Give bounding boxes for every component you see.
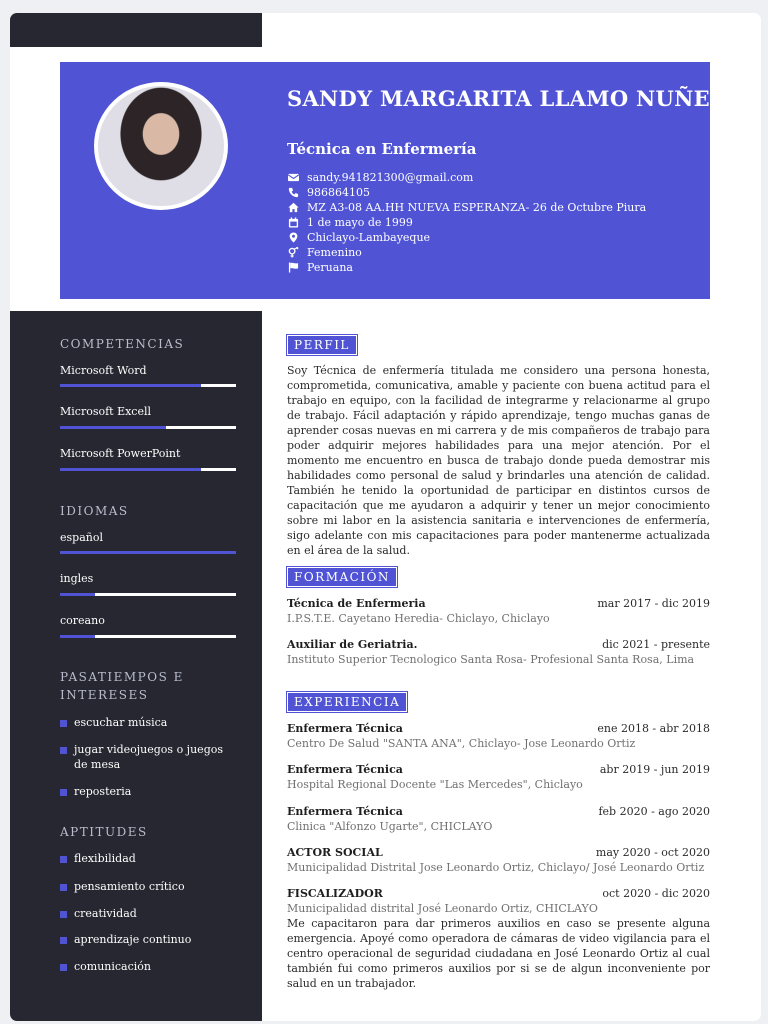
contact-birthdate — [287, 215, 646, 230]
entry-title: Técnica de Enfermeria — [287, 597, 426, 610]
entry-place: Hospital Regional Docente "Las Mercedes", Chiclayo — [287, 778, 583, 791]
entry-title: ACTOR SOCIAL — [287, 846, 383, 859]
contact-birthdate-text: 1 de mayo de 1999 — [307, 216, 413, 229]
contact-email-text: sandy.941821300@gmail.com — [307, 171, 474, 184]
contact-location — [287, 230, 646, 245]
calendar-icon — [287, 217, 299, 229]
flag-icon — [287, 262, 299, 274]
entry-place: I.P.S.T.E. Cayetano Heredia- Chiclayo, Chiclayo — [287, 612, 550, 625]
entry-place: Municipalidad distrital José Leonardo Ortiz, CHICLAYO — [287, 902, 598, 915]
entry-title: Enfermera Técnica — [287, 805, 403, 818]
skill-excel-label: Microsoft Excell — [60, 405, 152, 418]
skill-word-label: Microsoft Word — [60, 364, 147, 377]
map-marker-icon — [287, 232, 299, 244]
profile-text: Soy Técnica de enfermería titulada me considero una persona honesta, comprometida, comunicativa, amable y paciente con buena actitud para el trabajo en equipo, con la facilidad de integrarme y relacionarme al grupo de trabajo. Fácil adaptación y rápido aprendizaje, tengo muchas ganas de aprender cosas nuevas en mi carrera y de mis compañeros de trabajo para poder adquirir mejores habilidades para una mejor atención. Por el momento me encuentro en busca de trabajo donde pueda demostrar mis habilidades como personal de salud y brindarles una atención de calidad. También he tenido la oportunidad de participar en distintos cursos de capacitación que me ayudaron a adquirir y tener un mejor conocimiento sobre mi labor en la asistencia sanitaria e intervenciones de enfermería, sigo adelante con mis capacitaciones para poder mantenerme actualizada en el área de la salud. — [287, 364, 710, 557]
contact-address-text: MZ A3-08 AA.HH NUEVA ESPERANZA- 26 de Octubre Piura — [307, 201, 647, 214]
language-english-bar-fill — [60, 593, 95, 596]
language-spanish-label: español — [60, 531, 103, 544]
experience-entry — [287, 721, 710, 751]
aptitude-item: pensamiento crítico — [60, 879, 238, 894]
aptitude-item: creatividad — [60, 906, 238, 921]
language-spanish-bar — [60, 551, 236, 554]
gender-icon — [287, 247, 299, 259]
language-korean-bar-fill — [60, 635, 95, 638]
skill-word-bar-fill — [60, 384, 201, 387]
contact-nationality-text: Peruana — [307, 261, 353, 274]
envelope-icon — [287, 172, 299, 184]
experiencia-heading: EXPERIENCIA — [287, 692, 407, 712]
hobby-item: escuchar música — [60, 715, 238, 730]
experience-entry — [287, 762, 710, 792]
entry-place: Centro De Salud "SANTA ANA", Chiclayo- Jose Leonardo Ortiz — [287, 737, 636, 750]
skill-excel-bar — [60, 426, 236, 429]
entry-title: FISCALIZADOR — [287, 887, 383, 900]
language-english-label: ingles — [60, 572, 94, 585]
language-korean-bar — [60, 635, 236, 638]
contact-email — [287, 170, 646, 185]
entry-date: oct 2020 - dic 2020 — [602, 887, 710, 900]
sidebar-top-strip — [10, 13, 262, 47]
experience-entry — [287, 886, 710, 991]
contact-address — [287, 200, 646, 215]
phone-icon — [287, 187, 299, 199]
formacion-heading: FORMACIÓN — [287, 567, 397, 587]
education-entry — [287, 596, 710, 626]
experience-entry — [287, 804, 710, 834]
entry-date: may 2020 - oct 2020 — [595, 846, 710, 859]
contact-gender-text: Femenino — [307, 246, 362, 259]
experience-entry — [287, 845, 710, 875]
idiomas-heading: IDIOMAS — [60, 504, 129, 518]
aptitude-item: aprendizaje continuo — [60, 932, 238, 947]
entry-place: Instituto Superior Tecnologico Santa Rosa- Profesional Santa Rosa, Lima — [287, 653, 695, 666]
entry-description: Me capacitaron para dar primeros auxilios en caso se presente alguna emergencia. Apoyé como operadora de cámaras de video vigilancia para el centro operacional de seguridad ciudadana en José Leonardo Ortiz al cual también fui como primeros auxilios por si se de algun inconveniente por salud en un trabajador. — [287, 917, 710, 990]
entry-date: abr 2019 - jun 2019 — [599, 763, 710, 776]
skill-powerpoint-bar — [60, 468, 236, 471]
language-korean-label: coreano — [60, 614, 105, 627]
entry-title: Auxiliar de Geriatria. — [287, 638, 418, 651]
entry-place: Municipalidad Distrital Jose Leonardo Ortiz, Chiclayo/ José Leonardo Ortiz — [287, 861, 705, 874]
entry-place: Clinica "Alfonzo Ugarte", CHICLAYO — [287, 820, 493, 833]
contact-gender — [287, 245, 646, 260]
entry-date: dic 2021 - presente — [602, 638, 710, 651]
skill-excel-bar-fill — [60, 426, 166, 429]
aptitudes-heading: APTITUDES — [60, 825, 148, 839]
header-banner — [60, 62, 726, 299]
education-entry — [287, 637, 710, 667]
perfil-heading: PERFIL — [287, 335, 357, 355]
entry-date: ene 2018 - abr 2018 — [597, 722, 710, 735]
entry-title: Enfermera Técnica — [287, 763, 403, 776]
entry-title: Enfermera Técnica — [287, 722, 403, 735]
competencias-heading: COMPETENCIAS — [60, 337, 185, 351]
entry-date: mar 2017 - dic 2019 — [597, 597, 710, 610]
entry-date: feb 2020 - ago 2020 — [598, 805, 710, 818]
contact-location-text: Chiclayo-Lambayeque — [307, 231, 431, 244]
job-title: Técnica en Enfermería — [287, 140, 477, 158]
contact-phone — [287, 185, 646, 200]
resume-page — [10, 13, 761, 1021]
pasatiempos-heading: PASATIEMPOS E INTERESES — [60, 670, 184, 702]
contact-phone-text: 986864105 — [307, 186, 370, 199]
aptitude-item: flexibilidad — [60, 851, 238, 866]
contact-list — [287, 170, 646, 275]
home-icon — [287, 202, 299, 214]
candidate-name: SANDY MARGARITA LLAMO NUÑEZ — [287, 86, 726, 111]
language-spanish-bar-fill — [60, 551, 236, 554]
skill-powerpoint-label: Microsoft PowerPoint — [60, 447, 181, 460]
hobby-item: jugar videojuegos o juegos de mesa — [60, 742, 238, 772]
contact-nationality — [287, 260, 646, 275]
skill-word-bar — [60, 384, 236, 387]
hobby-item: reposteria — [60, 784, 238, 799]
profile-photo — [94, 82, 228, 210]
language-english-bar — [60, 593, 236, 596]
aptitude-item: comunicación — [60, 959, 238, 974]
skill-powerpoint-bar-fill — [60, 468, 201, 471]
